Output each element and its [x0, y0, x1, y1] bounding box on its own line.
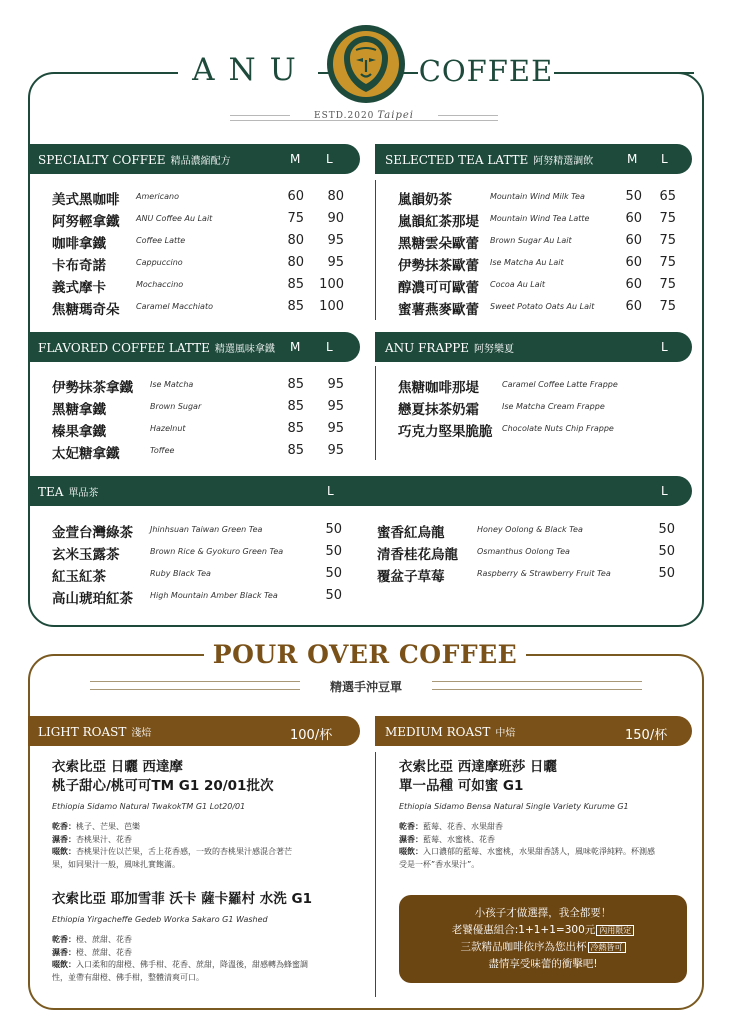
item-name-en: Honey Oolong & Black Tea: [477, 525, 583, 534]
menu-item: [398, 274, 688, 296]
item-name-zh: 阿努輕拿鐵: [52, 214, 120, 230]
price-l: 75: [659, 233, 676, 248]
bean-name-en: Ethiopia Sidamo Natural TwakokTM G1 Lot20/01: [52, 802, 246, 811]
item-name-zh: 咖啡拿鐵: [52, 236, 106, 252]
price-l: 50: [658, 544, 675, 559]
bean-name-line2: 單一品種 可如蜜 G1: [399, 778, 524, 794]
bean-name-line1: 衣索比亞 日曬 西達摩: [52, 759, 183, 775]
price-l: 95: [327, 421, 344, 436]
menu-item: [52, 440, 352, 462]
tea-col-l-left: L: [327, 484, 334, 498]
estd-city: Taipei: [377, 110, 414, 121]
tea-header: [28, 476, 692, 506]
bean-name-line1: 衣索比亞 西達摩班莎 日曬: [399, 759, 557, 775]
price-l: 65: [659, 189, 676, 204]
menu-item: [398, 208, 688, 230]
item-name-zh: 榛果拿鐵: [52, 424, 106, 440]
price-l: 50: [658, 566, 675, 581]
bean-card: [52, 890, 368, 984]
promo-line: 盡情享受味蕾的衝擊吧!: [488, 958, 598, 970]
flavored-title: FLAVORED COFFEE LATTE: [38, 341, 210, 355]
price-l: 50: [325, 566, 342, 581]
item-name-en: Jhinhsuan Taiwan Green Tea: [150, 525, 263, 534]
promo-line: 老饕優惠組合:1+1+1=300元 內用限定: [399, 922, 687, 939]
item-name-zh: 玄米玉露茶: [52, 547, 120, 563]
tea-latte-col-m: M: [627, 152, 638, 166]
price-l: 75: [659, 255, 676, 270]
item-name-en: Cappuccino: [136, 258, 183, 267]
flavored-coffee-header: [28, 332, 360, 362]
brand-anu: ANU: [178, 52, 318, 88]
price-l: 90: [327, 211, 344, 226]
item-name-en: High Mountain Amber Black Tea: [150, 591, 278, 600]
menu-item: [52, 186, 352, 208]
price-l: 75: [659, 299, 676, 314]
subtitle-rule-left: [90, 681, 300, 682]
light-roast-price: 100/杯: [290, 728, 333, 743]
price-l: 75: [659, 277, 676, 292]
specialty-col-l: L: [326, 152, 333, 166]
item-name-zh: 蜜薯燕麥歐蕾: [398, 302, 479, 318]
promo-line: 三款精品咖啡依序為您出杯 冷熱皆可: [399, 939, 687, 956]
light-roast-title-zh: 淺焙: [131, 728, 152, 739]
tasting-notes: [52, 934, 368, 984]
flavored-col-l: L: [326, 340, 333, 354]
specialty-list: [52, 186, 352, 318]
menu-item: [52, 230, 352, 252]
lion-head-icon: [326, 24, 406, 104]
menu-item: [398, 296, 688, 318]
price-l: 95: [327, 233, 344, 248]
note-line: 濕香：杏桃果汁、花香: [52, 834, 132, 844]
dine-in-tag: 內用限定: [596, 925, 634, 936]
item-name-zh: 伊勢抹茶歐蕾: [398, 258, 479, 274]
item-name-zh: 醇濃可可歐蕾: [398, 280, 479, 296]
bean-name-en: Ethiopia Sidamo Bensa Natural Single Variety Kurume G1: [399, 802, 629, 811]
item-name-en: Toffee: [150, 446, 175, 455]
brand-coffee: COFFEE: [418, 54, 554, 88]
price-l: 80: [327, 189, 344, 204]
note-line: 果，如同果汁一般，風味扎實飽滿。: [52, 859, 180, 869]
tea-title: TEA: [38, 485, 64, 499]
bean-name-line1: 衣索比亞 耶加雪菲 沃卡 薩卡羅村 水洗 G1: [52, 891, 312, 907]
item-name-en: Americano: [136, 192, 179, 201]
item-name-zh: 紅玉紅茶: [52, 569, 106, 585]
item-name-zh: 巧克力堅果脆脆: [398, 424, 493, 440]
note-line: 啜飲：入口濃郁的藍莓、水蜜桃，水果甜香誘人，風味乾淨純粹。杯測感: [399, 847, 655, 856]
price-l: 95: [327, 255, 344, 270]
menu-item: [52, 252, 352, 274]
tasting-notes: [399, 821, 695, 871]
price-m: 85: [287, 421, 304, 436]
item-name-en: Ise Matcha Au Lait: [490, 258, 564, 267]
item-name-zh: 嵐韻奶茶: [398, 192, 452, 208]
item-name-en: Ise Matcha Cream Frappe: [502, 402, 605, 411]
price-m: 85: [287, 399, 304, 414]
frappe-header: [375, 332, 692, 362]
price-m: 60: [625, 299, 642, 314]
price-m: 80: [287, 255, 304, 270]
subtitle-rule-left-2: [90, 689, 300, 690]
item-name-zh: 黑糖雲朵歐蕾: [398, 236, 479, 252]
item-name-en: Brown Rice & Gyokuro Green Tea: [150, 547, 284, 556]
column-divider: [375, 180, 376, 320]
combo-promo-box: [399, 895, 687, 983]
item-name-en: Sweet Potato Oats Au Lait: [490, 302, 595, 311]
note-line: 乾香：桃子、芒果、芭樂: [52, 822, 140, 831]
menu-item: [398, 418, 688, 440]
medium-roast-header: [375, 716, 692, 746]
menu-item: [398, 252, 688, 274]
item-name-en: Caramel Coffee Latte Frappe: [502, 380, 618, 389]
price-m: 60: [625, 211, 642, 226]
tasting-notes: [52, 821, 368, 871]
item-name-en: Mochaccino: [136, 280, 184, 289]
flavored-col-m: M: [290, 340, 301, 354]
item-name-zh: 嵐韻紅茶那堤: [398, 214, 479, 230]
price-m: 60: [625, 255, 642, 270]
frappe-col-l: L: [661, 340, 668, 354]
menu-item: [377, 563, 687, 585]
price-l: 50: [658, 522, 675, 537]
note-line: 乾香：橙、蔗甜、花香: [52, 935, 132, 944]
item-name-en: Brown Sugar Au Lait: [490, 236, 572, 245]
price-l: 100: [319, 277, 344, 292]
medium-roast-price: 150/杯: [625, 728, 668, 743]
menu-item: [398, 230, 688, 252]
estd-rule-right: [438, 115, 498, 116]
item-name-zh: 義式摩卡: [52, 280, 106, 296]
menu-item: [52, 563, 352, 585]
item-name-zh: 戀夏抹茶奶霜: [398, 402, 479, 418]
column-divider: [375, 752, 376, 997]
item-name-zh: 焦糖瑪奇朵: [52, 302, 120, 318]
menu-item: [52, 519, 352, 541]
established-label: [296, 110, 432, 121]
price-m: 60: [625, 233, 642, 248]
price-m: 60: [625, 277, 642, 292]
frappe-title: ANU FRAPPE: [385, 341, 470, 355]
specialty-title: SPECIALTY COFFEE: [38, 153, 166, 167]
medium-roast-title-zh: 中焙: [495, 728, 516, 739]
menu-item: [377, 541, 687, 563]
item-name-zh: 美式黑咖啡: [52, 192, 120, 208]
tea-latte-header: [375, 144, 692, 174]
tea-latte-list: [398, 186, 688, 318]
item-name-en: ANU Coffee Au Lait: [136, 214, 213, 223]
menu-item: [52, 274, 352, 296]
menu-item: [377, 519, 687, 541]
price-l: 95: [327, 377, 344, 392]
subtitle-rule-right-2: [432, 689, 642, 690]
note-line: 濕香：橙、蔗甜、花香: [52, 947, 132, 957]
estd-year: ESTD.2020: [314, 111, 375, 121]
tea-list-left: [52, 519, 352, 607]
item-name-en: Brown Sugar: [150, 402, 202, 411]
price-m: 60: [287, 189, 304, 204]
item-name-en: Mountain Wind Milk Tea: [490, 192, 585, 201]
price-l: 95: [327, 443, 344, 458]
medium-roast-title: MEDIUM ROAST: [385, 725, 491, 739]
item-name-zh: 伊勢抹茶拿鐵: [52, 380, 133, 396]
item-name-zh: 黑糖拿鐵: [52, 402, 106, 418]
menu-item: [52, 296, 352, 318]
item-name-zh: 清香桂花烏龍: [377, 547, 458, 563]
menu-item: [52, 208, 352, 230]
item-name-en: Ruby Black Tea: [150, 569, 211, 578]
item-name-zh: 高山琥珀紅茶: [52, 591, 133, 607]
item-name-en: Osmanthus Oolong Tea: [477, 547, 570, 556]
frappe-title-zh: 阿努樂夏: [474, 344, 515, 355]
price-m: 75: [287, 211, 304, 226]
item-name-en: Coffee Latte: [136, 236, 186, 245]
specialty-coffee-header: [28, 144, 360, 174]
price-m: 50: [625, 189, 642, 204]
note-line: 啜飲：杏桃果汁佐以芒果，舌上花香感，一致的杏桃果汁感混合著芒: [52, 847, 292, 856]
tea-col-l-right: L: [661, 484, 668, 498]
menu-item: [398, 396, 688, 418]
tea-list-right: [377, 519, 687, 585]
price-m: 85: [287, 377, 304, 392]
menu-item: [398, 186, 688, 208]
flavored-list: [52, 374, 352, 462]
menu-item: [52, 374, 352, 396]
price-l: 95: [327, 399, 344, 414]
hot-cold-tag: 冷熱皆可: [588, 942, 626, 953]
specialty-title-zh: 精品濃縮配方: [170, 156, 231, 167]
light-roast-title: LIGHT ROAST: [38, 725, 127, 739]
item-name-zh: 太妃糖拿鐵: [52, 446, 120, 462]
item-name-en: Raspberry & Strawberry Fruit Tea: [477, 569, 611, 578]
light-roast-header: [28, 716, 360, 746]
note-line: 濕香：藍莓、水蜜桃、花香: [399, 834, 495, 844]
price-m: 80: [287, 233, 304, 248]
pour-over-subtitle: 精選手沖豆單: [329, 680, 402, 694]
menu-item: [398, 374, 688, 396]
item-name-zh: 卡布奇諾: [52, 258, 106, 274]
menu-item: [52, 585, 352, 607]
header-rule-left: [54, 72, 150, 74]
bean-name-line2: 桃子甜心/桃可可TM G1 20/01批次: [52, 778, 274, 794]
note-line: 受是一杯”香水果汁”。: [399, 859, 480, 869]
estd-rule-left: [230, 115, 290, 116]
note-line: 性，並帶有甜橙、佛手柑，整體清爽可口。: [52, 972, 204, 982]
frappe-list: [398, 374, 688, 440]
tea-latte-col-l: L: [661, 152, 668, 166]
column-divider: [375, 366, 376, 460]
bean-card: [52, 758, 368, 871]
specialty-col-m: M: [290, 152, 301, 166]
menu-item: [52, 418, 352, 440]
subtitle-rule-right: [432, 681, 642, 682]
tea-title-zh: 單品茶: [68, 488, 99, 499]
flavored-title-zh: 精選風味拿鐵: [214, 344, 275, 355]
price-m: 85: [287, 277, 304, 292]
item-name-en: Hazelnut: [150, 424, 186, 433]
note-line: 乾香：藍莓、花香、水果甜香: [399, 822, 503, 831]
menu-item: [52, 541, 352, 563]
item-name-en: Chocolate Nuts Chip Frappe: [502, 424, 614, 433]
tea-latte-title-zh: 阿努精選調飲: [533, 156, 594, 167]
item-name-en: Caramel Macchiato: [136, 302, 213, 311]
bean-card: [399, 758, 695, 871]
item-name-zh: 覆盆子草莓: [377, 569, 445, 585]
menu-item: [52, 396, 352, 418]
item-name-en: Cocoa Au Lait: [490, 280, 546, 289]
price-m: 85: [287, 443, 304, 458]
item-name-en: Mountain Wind Tea Latte: [490, 214, 590, 223]
note-line: 啜飲：入口柔和的甜橙、佛手柑、花香、蔗甜，降溫後，甜感轉為蜂蜜調: [52, 960, 308, 969]
price-l: 75: [659, 211, 676, 226]
item-name-zh: 蜜香紅烏龍: [377, 525, 445, 541]
item-name-zh: 焦糖咖啡那堤: [398, 380, 479, 396]
price-l: 50: [325, 522, 342, 537]
item-name-zh: 金萱台灣綠茶: [52, 525, 133, 541]
price-l: 50: [325, 588, 342, 603]
price-l: 100: [319, 299, 344, 314]
price-m: 85: [287, 299, 304, 314]
header-rule-right: [578, 72, 694, 74]
pour-over-title: POUR OVER COFFEE: [204, 640, 526, 669]
price-l: 50: [325, 544, 342, 559]
tea-latte-title: SELECTED TEA LATTE: [385, 153, 529, 167]
item-name-en: Ise Matcha: [150, 380, 194, 389]
promo-line: 小孩子才做選擇，我全都要！: [474, 907, 612, 919]
bean-name-en: Ethiopia Yirgacheffe Gedeb Worka Sakaro G1 Washed: [52, 915, 268, 924]
